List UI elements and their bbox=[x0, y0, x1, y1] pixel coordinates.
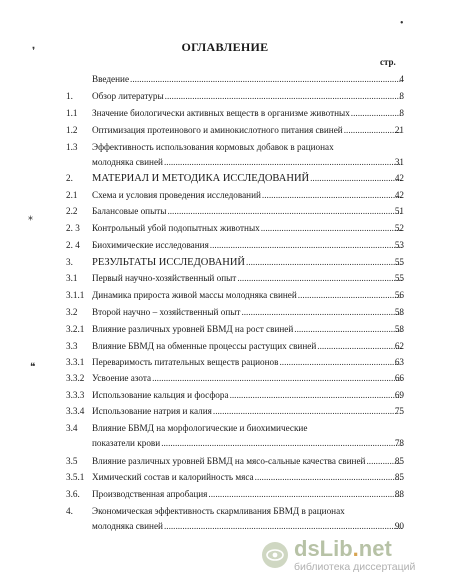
toc-entry bbox=[0, 455, 450, 468]
toc-entry bbox=[0, 156, 450, 169]
leader-dots bbox=[130, 73, 402, 86]
toc-entry bbox=[0, 256, 450, 269]
toc-entry-title: Обзор литературы bbox=[92, 91, 164, 101]
toc-entry-number: 1. bbox=[66, 91, 73, 101]
toc-entry bbox=[0, 488, 450, 501]
toc-entry-number: 3.1 bbox=[66, 273, 78, 283]
leader-dots bbox=[167, 205, 402, 218]
toc-entry-title: Схема и условия проведения исследований bbox=[92, 190, 261, 200]
toc-entry-page: 85 bbox=[394, 456, 404, 466]
toc-entry-title: Переваримость питательных веществ рационов bbox=[92, 357, 279, 367]
toc-entry bbox=[0, 73, 450, 86]
toc-entry-body bbox=[92, 437, 402, 450]
toc-entry-number: 1.3 bbox=[66, 142, 78, 152]
toc-entry bbox=[0, 372, 450, 385]
toc-entry-title: Эффективность использования кормовых добавок в рационах bbox=[92, 142, 334, 152]
toc-entry-title: Экономическая эффективность скармливания БВМД в рационах bbox=[92, 506, 345, 516]
toc-entry-page: 55 bbox=[394, 257, 404, 267]
toc-entry-body bbox=[92, 356, 402, 369]
leader-dots bbox=[262, 189, 402, 202]
toc-entry-title: Первый научно-хозяйственный опыт bbox=[92, 273, 237, 283]
toc-title: ОГЛАВЛЕНИЕ bbox=[181, 40, 269, 54]
toc-entry-page: 53 bbox=[394, 240, 404, 250]
toc-entry-title: Контрольный убой подопытных животных bbox=[92, 223, 260, 233]
toc-entry bbox=[0, 289, 450, 302]
toc-entry-body bbox=[92, 289, 402, 302]
toc-entry-number: 3.1.1 bbox=[66, 290, 85, 300]
toc-entry-body bbox=[92, 471, 402, 484]
toc-entry bbox=[0, 272, 450, 285]
toc-entry-title: Влияние различных уровней БВМД на рост свиней bbox=[92, 324, 294, 334]
toc-entry-page: 56 bbox=[394, 290, 404, 300]
toc-entry-body bbox=[92, 205, 402, 218]
leader-dots bbox=[246, 256, 402, 269]
toc-entry-body bbox=[92, 239, 402, 252]
toc-entry-page: 63 bbox=[394, 357, 404, 367]
leader-dots bbox=[317, 340, 402, 353]
toc-entry-number: 3.5 bbox=[66, 456, 78, 466]
leader-dots bbox=[208, 488, 402, 501]
toc-entry-title: РЕЗУЛЬТАТЫ ИССЛЕДОВАНИЙ bbox=[92, 257, 246, 268]
toc-entry-page: 66 bbox=[394, 373, 404, 383]
toc-entry-page: 55 bbox=[394, 273, 404, 283]
leader-dots bbox=[164, 156, 402, 169]
leader-dots bbox=[241, 306, 402, 319]
toc-entry-number: 1.2 bbox=[66, 125, 78, 135]
toc-entry bbox=[0, 205, 450, 218]
toc-entry bbox=[0, 356, 450, 369]
leader-dots bbox=[298, 289, 402, 302]
toc-entry-body bbox=[92, 90, 402, 103]
toc-entry-page: 52 bbox=[394, 223, 404, 233]
toc-entry-number: 2.2 bbox=[66, 206, 78, 216]
toc-entry bbox=[0, 422, 450, 435]
scan-mark: • bbox=[400, 18, 404, 29]
leader-dots bbox=[294, 323, 402, 336]
leader-dots bbox=[261, 222, 402, 235]
toc-entry-page: 78 bbox=[394, 438, 404, 448]
toc-entry-title: МАТЕРИАЛ И МЕТОДИКА ИССЛЕДОВАНИЙ bbox=[92, 173, 310, 184]
toc-entry-number: 3.4 bbox=[66, 423, 78, 433]
leader-dots bbox=[344, 124, 402, 137]
toc-entry-title: Балансовые опыты bbox=[92, 206, 167, 216]
toc-entry-title: Усвоение азота bbox=[92, 373, 152, 383]
toc-entry-body bbox=[92, 156, 402, 169]
toc-entry-title: Влияние БВМД на обменные процессы растущих свиней bbox=[92, 341, 317, 351]
toc-entry-body bbox=[92, 222, 402, 235]
toc-entry-number: 3.5.1 bbox=[66, 472, 85, 482]
pages-column-label: стр. bbox=[380, 57, 396, 67]
toc-entry-body bbox=[92, 372, 402, 385]
toc-entry-title: Введение bbox=[92, 74, 130, 84]
toc-entry bbox=[0, 239, 450, 252]
leader-dots bbox=[310, 172, 402, 185]
toc-entry bbox=[0, 323, 450, 336]
toc-entry-body bbox=[92, 323, 402, 336]
toc-entry bbox=[0, 389, 450, 402]
toc-entry-page: 88 bbox=[394, 489, 404, 499]
leader-dots bbox=[351, 107, 402, 120]
toc-entry-number: 3.2 bbox=[66, 307, 78, 317]
leader-dots bbox=[213, 405, 402, 418]
eye-icon bbox=[262, 542, 288, 568]
toc-entry-body bbox=[92, 73, 402, 86]
toc-entry-body bbox=[92, 189, 402, 202]
leader-dots bbox=[230, 389, 402, 402]
toc-entry-page: 90 bbox=[394, 521, 404, 531]
leader-dots bbox=[152, 372, 402, 385]
toc-entry bbox=[0, 505, 450, 518]
toc-entry-page: 42 bbox=[394, 173, 404, 183]
toc-entry-body bbox=[92, 272, 402, 285]
toc-entry-number: 3. bbox=[66, 257, 73, 267]
toc-entry-body bbox=[92, 422, 402, 435]
watermark-subtitle: библиотека диссертаций bbox=[294, 560, 416, 573]
toc-entry-page: 69 bbox=[394, 390, 404, 400]
toc-entry-number: 2. bbox=[66, 173, 73, 183]
toc-entry-title: Влияние различных уровней БВМД на мясо-сальные качества свиней bbox=[92, 456, 366, 466]
toc-entry-title: молодняка свиней bbox=[92, 521, 163, 531]
scan-mark: ❝ bbox=[30, 362, 36, 373]
toc-entry-number: 3.3.1 bbox=[66, 357, 85, 367]
toc-entry bbox=[0, 222, 450, 235]
toc-entry-number: 3.3.4 bbox=[66, 406, 85, 416]
toc-entry-title: молодняка свиней bbox=[92, 157, 163, 167]
toc-entry-page: 4 bbox=[399, 74, 404, 84]
toc-entry-body bbox=[92, 124, 402, 137]
toc-entry-title: Использование кальция и фосфора bbox=[92, 390, 229, 400]
toc-entry-body bbox=[92, 107, 402, 120]
leader-dots bbox=[279, 356, 402, 369]
toc-entry-number: 1.1 bbox=[66, 108, 78, 118]
toc-entry-page: 85 bbox=[394, 472, 404, 482]
toc-entry-title: Оптимизация протеинового и аминокислотного питания свиней bbox=[92, 125, 343, 135]
scan-mark: ⁎ bbox=[28, 212, 33, 223]
toc-entry-body bbox=[92, 340, 402, 353]
toc-entry bbox=[0, 405, 450, 418]
toc-entry-page: 21 bbox=[394, 125, 404, 135]
watermark bbox=[262, 533, 448, 577]
toc-entry-page: 58 bbox=[394, 324, 404, 334]
leader-dots bbox=[164, 520, 402, 533]
toc-entry bbox=[0, 189, 450, 202]
toc-entry-number: 3.6. bbox=[66, 489, 80, 499]
toc-entry-body bbox=[92, 389, 402, 402]
toc-entry-title: Производственная апробация bbox=[92, 489, 208, 499]
toc-entry-page: 62 bbox=[394, 341, 404, 351]
toc-entry-title: Второй научно – хозяйственный опыт bbox=[92, 307, 241, 317]
toc-entry-body bbox=[92, 256, 402, 269]
toc-entry-body bbox=[92, 520, 402, 533]
toc-entry-page: 58 bbox=[394, 307, 404, 317]
toc-entry-title: Химический состав и калорийность мяса bbox=[92, 472, 254, 482]
toc-entry-body bbox=[92, 455, 402, 468]
toc-entry bbox=[0, 340, 450, 353]
toc-entry bbox=[0, 172, 450, 185]
toc-entry-number: 3.2.1 bbox=[66, 324, 85, 334]
leader-dots bbox=[161, 437, 402, 450]
toc-entry bbox=[0, 471, 450, 484]
toc-entry-body bbox=[92, 488, 402, 501]
scan-mark: ❜ bbox=[32, 46, 36, 57]
toc-entry-page: 51 bbox=[394, 206, 404, 216]
toc-entry-page: 8 bbox=[399, 91, 404, 101]
toc-entry-page: 75 bbox=[394, 406, 404, 416]
toc-entry-number: 2.1 bbox=[66, 190, 78, 200]
toc-entry-body bbox=[92, 172, 402, 185]
toc-entry-number: 3.3.3 bbox=[66, 390, 85, 400]
toc-entry-body bbox=[92, 405, 402, 418]
toc-entry-body bbox=[92, 505, 402, 518]
toc-entry bbox=[0, 107, 450, 120]
toc-entry-title: показатели крови bbox=[92, 438, 161, 448]
toc-entry-body bbox=[92, 141, 402, 154]
watermark-brand: dsLib.net bbox=[294, 535, 392, 561]
toc-entry-number: 4. bbox=[66, 506, 73, 516]
toc-entry bbox=[0, 90, 450, 103]
toc-entry-number: 3.3.2 bbox=[66, 373, 85, 383]
toc-entry-number: 3.3 bbox=[66, 341, 78, 351]
toc-entry-number: 2. 3 bbox=[66, 223, 80, 233]
toc-entry bbox=[0, 520, 450, 533]
toc-entry bbox=[0, 141, 450, 154]
toc-entry-number: 2. 4 bbox=[66, 240, 80, 250]
toc-entry-title: Значение биологически активных веществ в организме животных bbox=[92, 108, 350, 118]
toc-entry-title: Использование натрия и калия bbox=[92, 406, 212, 416]
toc-entry-title: Динамика прироста живой массы молодняка свиней bbox=[92, 290, 297, 300]
leader-dots bbox=[165, 90, 402, 103]
toc-entry bbox=[0, 124, 450, 137]
toc-entry-title: Влияние БВМД на морфологические и биохимические bbox=[92, 423, 308, 433]
toc-entry-page: 8 bbox=[399, 108, 404, 118]
leader-dots bbox=[210, 239, 402, 252]
toc-entry-title: Биохимические исследования bbox=[92, 240, 209, 250]
leader-dots bbox=[255, 471, 402, 484]
toc-entry-page: 42 bbox=[394, 190, 404, 200]
toc-entry-page: 31 bbox=[394, 157, 404, 167]
toc-entry-body bbox=[92, 306, 402, 319]
leader-dots bbox=[237, 272, 402, 285]
toc-entry bbox=[0, 437, 450, 450]
toc-entry bbox=[0, 306, 450, 319]
